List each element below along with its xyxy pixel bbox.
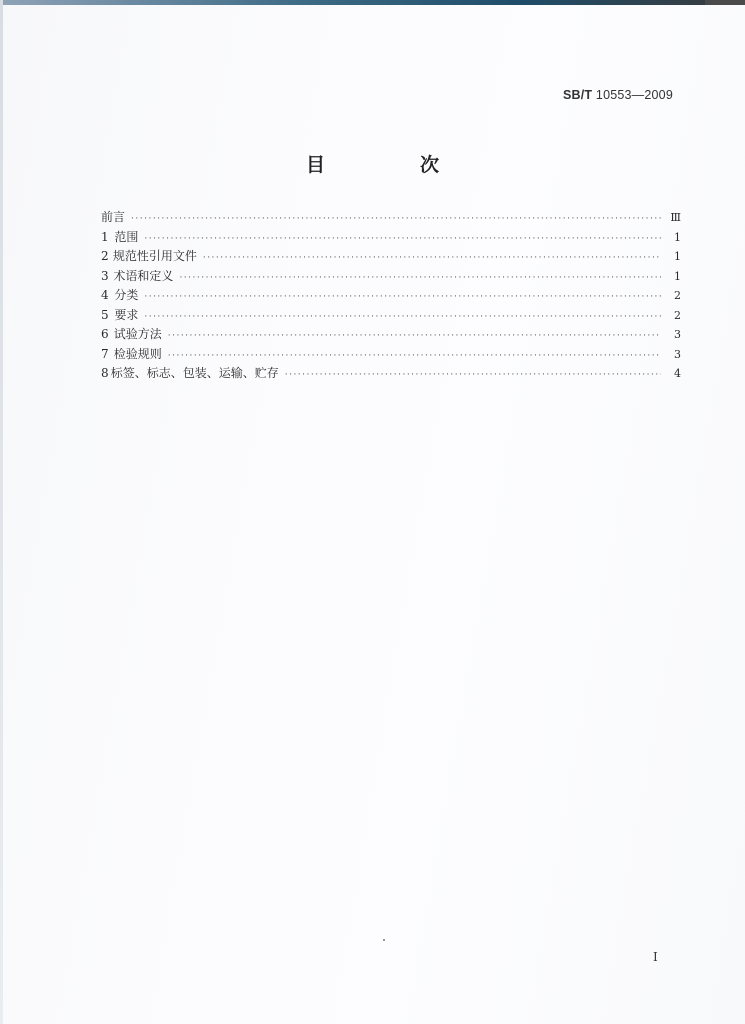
toc-item-page: 2 (674, 308, 681, 322)
toc-item-number: 3 (101, 268, 109, 283)
toc-item-title: 试验方法 (113, 327, 162, 341)
toc-leader-dots (285, 370, 661, 380)
toc-item-page: Ⅲ (670, 211, 681, 224)
toc-item-title: 标签、标志、包装、运输、贮存 (110, 366, 279, 380)
toc-leader-dots (179, 273, 661, 283)
table-of-contents (101, 208, 681, 384)
toc-item-title: 分类 (114, 288, 139, 302)
toc-leader-dots (168, 331, 661, 341)
toc-item-title: 要求 (114, 307, 139, 322)
toc-item-number: 5 (101, 307, 109, 322)
toc-item-number: 2 (101, 249, 109, 263)
toc-item-page: 3 (674, 328, 681, 341)
toc-item-page: 2 (674, 289, 681, 302)
toc-leader-dots (144, 234, 661, 244)
toc-item-foreword[interactable] (101, 208, 681, 228)
toc-leader-dots (131, 214, 661, 224)
standard-code (563, 88, 673, 102)
standard-code-number: 10553—2009 (595, 88, 673, 102)
toc-item-normative-references[interactable] (101, 247, 681, 267)
toc-item-number: 6 (101, 327, 109, 341)
toc-item-page: 1 (674, 269, 681, 283)
toc-item-number: 4 (101, 288, 109, 302)
toc-item-scope[interactable] (101, 228, 681, 248)
scan-speck (383, 939, 385, 941)
page-title: 目 次 (305, 154, 477, 176)
toc-item-title: 术语和定义 (113, 268, 174, 283)
toc-item-inspection-rules[interactable] (101, 345, 681, 365)
toc-item-page: 4 (674, 367, 681, 380)
toc-item-title: 检验规则 (113, 346, 162, 361)
toc-item-page: 1 (674, 250, 681, 263)
toc-item-classification[interactable] (101, 286, 681, 306)
toc-leader-dots (144, 312, 661, 322)
standard-code-prefix: SB/T (562, 88, 593, 102)
toc-item-number: 8 (101, 366, 109, 380)
toc-item-title: 前言 (101, 210, 126, 224)
toc-leader-dots (203, 253, 661, 263)
toc-item-requirements[interactable] (101, 306, 681, 326)
toc-item-test-methods[interactable] (101, 325, 681, 345)
toc-item-page: 1 (674, 230, 681, 244)
page-number: I (653, 950, 658, 964)
toc-item-terms-definitions[interactable] (101, 267, 681, 287)
toc-item-labeling-packaging[interactable] (101, 364, 681, 384)
toc-item-title: 范围 (114, 229, 139, 244)
toc-item-number: 7 (101, 346, 109, 361)
toc-leader-dots (168, 351, 661, 361)
toc-item-number: 1 (101, 229, 109, 244)
toc-item-page: 3 (674, 347, 681, 361)
toc-leader-dots (144, 292, 661, 302)
toc-item-title: 规范性引用文件 (112, 249, 197, 263)
